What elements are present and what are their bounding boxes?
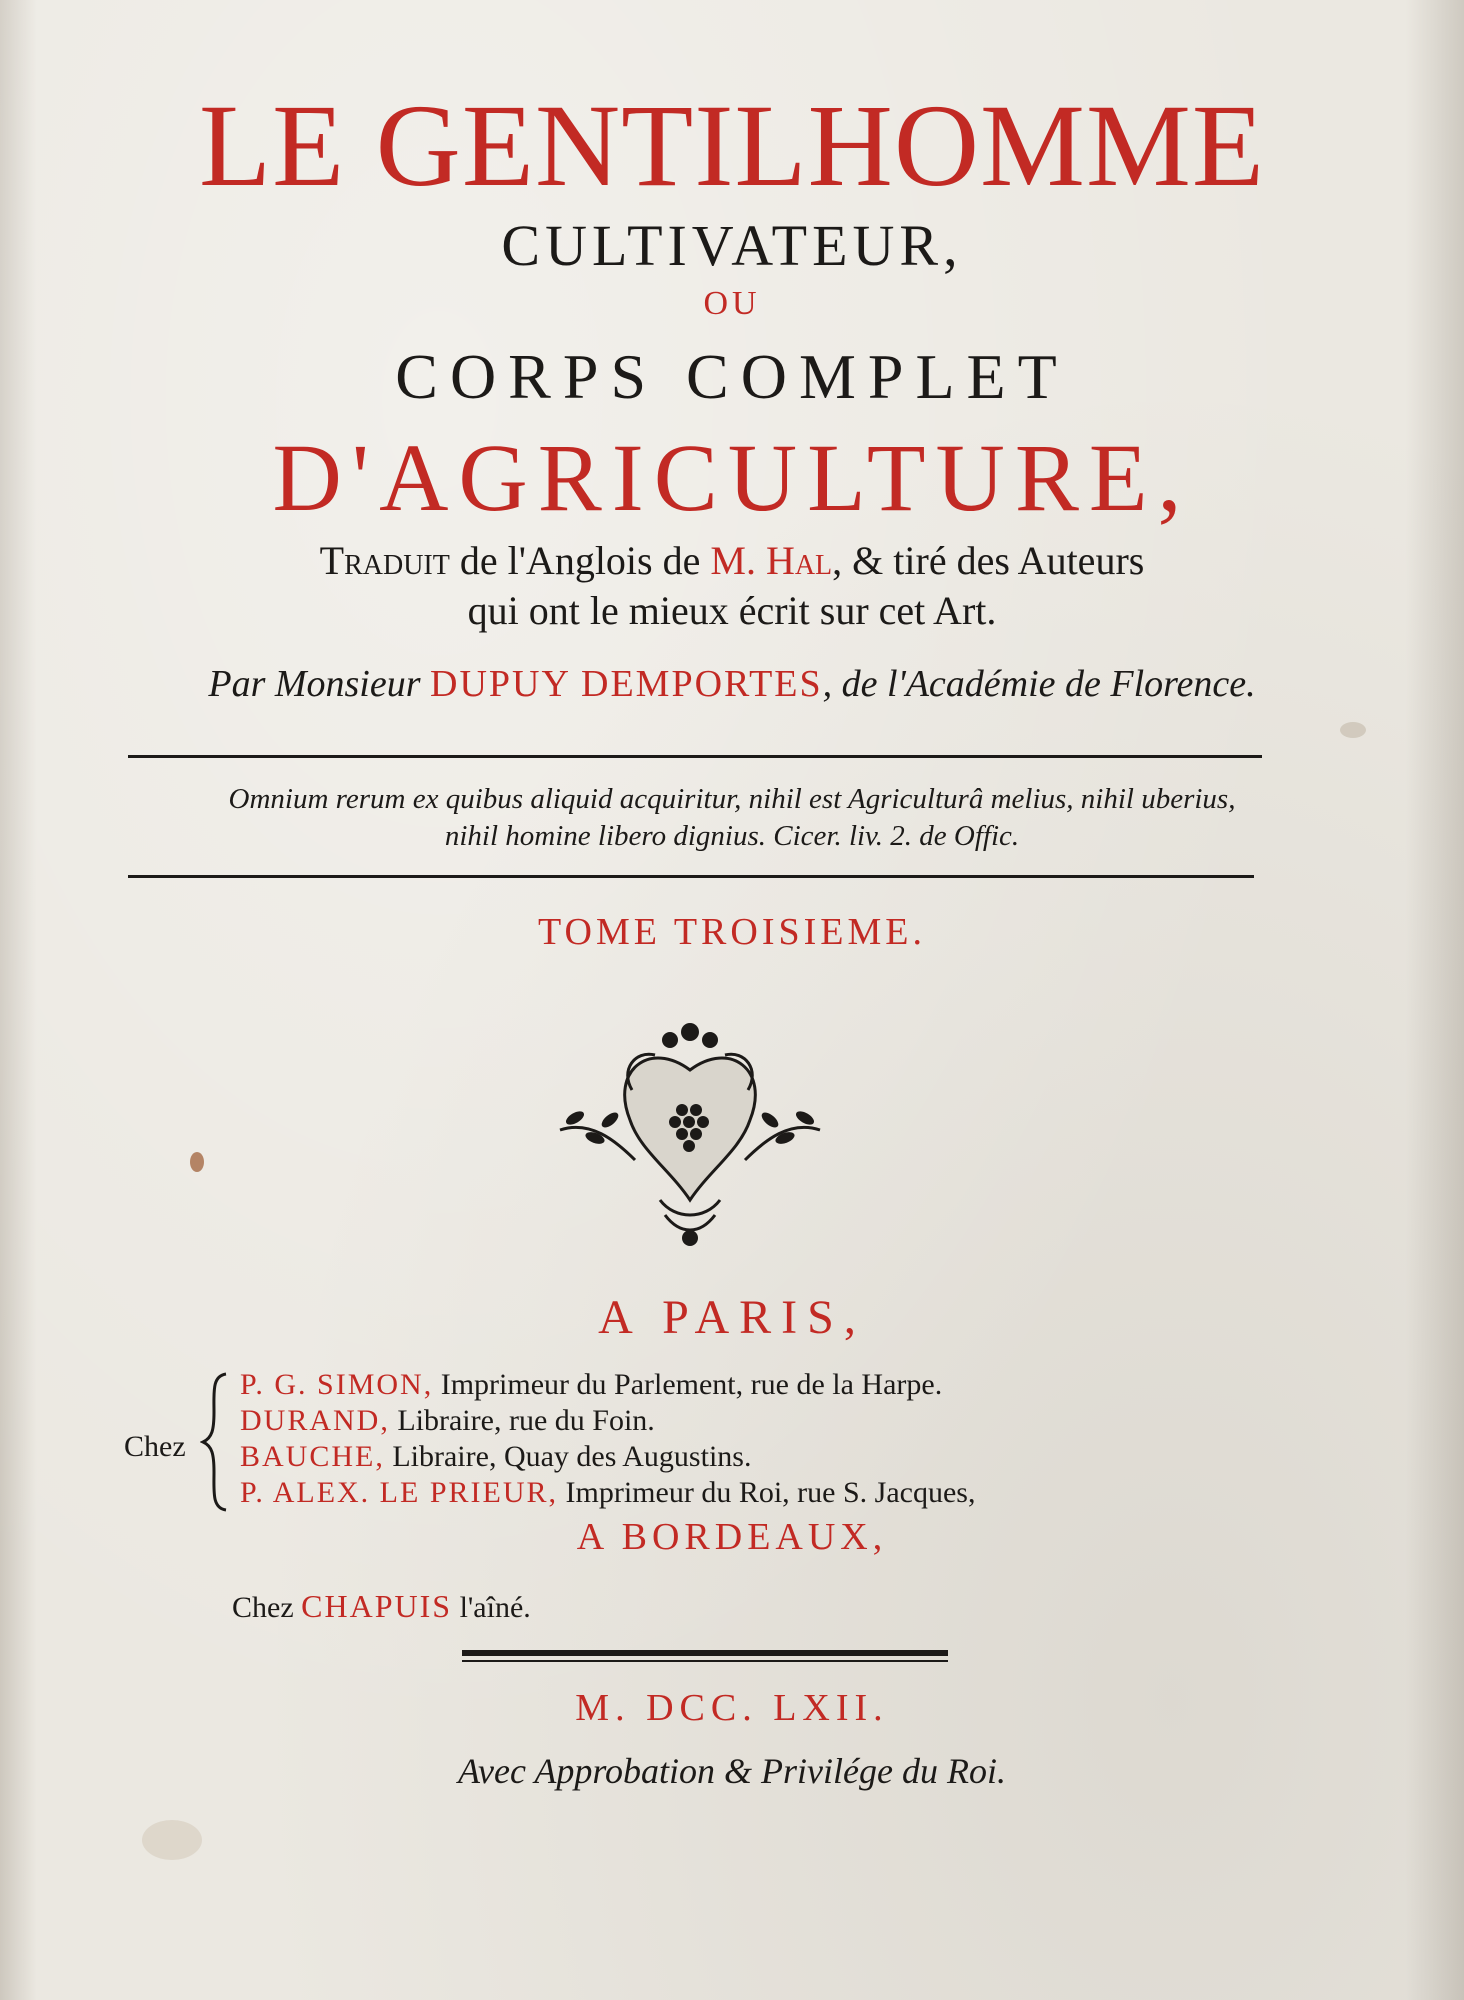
seller-name: BAUCHE, <box>240 1440 385 1473</box>
bordeaux-suffix: l'aîné. <box>452 1591 531 1624</box>
seller-desc: Libraire, Quay des Augustins. <box>384 1440 752 1473</box>
divider-rule-top <box>128 755 1262 758</box>
seller-row <box>240 1440 751 1474</box>
fleuron-grapes-icon <box>540 1010 840 1250</box>
seller-row <box>240 1476 975 1510</box>
bordeaux-seller <box>232 1588 531 1625</box>
title-line-3: OU <box>703 285 761 322</box>
title-line-4: CORPS COMPLET <box>395 341 1069 412</box>
foxing-spot <box>190 1152 204 1172</box>
seller-desc: Imprimeur du Roi, rue S. Jacques, <box>558 1476 976 1509</box>
double-rule-thin <box>462 1660 948 1662</box>
approbation-line: Avec Approbation & Privilége du Roi. <box>458 1751 1006 1791</box>
byline-prefix: Par Monsieur <box>208 663 431 705</box>
title-line-2: CULTIVATEUR, <box>501 213 963 278</box>
seller-row <box>240 1368 942 1402</box>
bordeaux-chez: Chez <box>232 1591 302 1624</box>
volume-label: TOME TROISIEME. <box>538 911 926 953</box>
seller-row <box>240 1404 655 1438</box>
author-name: DUPUY DEMPORTES <box>430 663 823 705</box>
foxing-spot <box>142 1820 202 1860</box>
seller-desc: Imprimeur du Parlement, rue de la Harpe. <box>433 1368 943 1401</box>
divider-rule-bottom <box>128 875 1254 878</box>
title-line-5: D'AGRICULTURE, <box>272 424 1192 531</box>
brace-icon <box>200 1372 230 1512</box>
translation-prefix: Traduit <box>319 538 450 583</box>
translation-author: M. Hal <box>710 538 833 583</box>
seller-name: P. ALEX. LE PRIEUR, <box>240 1476 559 1509</box>
city-paris: A PARIS, <box>598 1291 866 1344</box>
city-bordeaux: A BORDEAUX, <box>576 1516 888 1558</box>
translation-suffix: , & tiré des Auteurs <box>832 538 1145 583</box>
seller-name: DURAND, <box>240 1404 390 1437</box>
foxing-spot <box>1340 722 1366 738</box>
translation-line-2: qui ont le mieux écrit sur cet Art. <box>467 588 997 633</box>
epigraph-line-2: nihil homine libero dignius. Cicer. liv. 2. de Offic. <box>444 820 1020 852</box>
seller-name: P. G. SIMON, <box>240 1368 434 1401</box>
double-rule-thick <box>462 1650 948 1656</box>
translation-line-1 <box>0 537 1464 584</box>
translation-middle: de l'Anglois de <box>449 538 711 583</box>
epigraph-line-1: Omnium rerum ex quibus aliquid acquiritur, nihil est Agriculturâ melius, nihil uberius, <box>228 783 1236 815</box>
byline-suffix: , de l'Académie de Florence. <box>822 663 1256 705</box>
seller-desc: Libraire, rue du Foin. <box>389 1404 655 1437</box>
byline <box>0 662 1464 706</box>
chez-label: Chez <box>124 1430 186 1463</box>
bordeaux-seller-name: CHAPUIS <box>301 1588 453 1624</box>
publication-date: M. DCC. LXII. <box>575 1687 889 1729</box>
title-line-1: LE GENTILHOMME <box>199 80 1265 211</box>
sellers-block <box>124 1368 1224 1518</box>
